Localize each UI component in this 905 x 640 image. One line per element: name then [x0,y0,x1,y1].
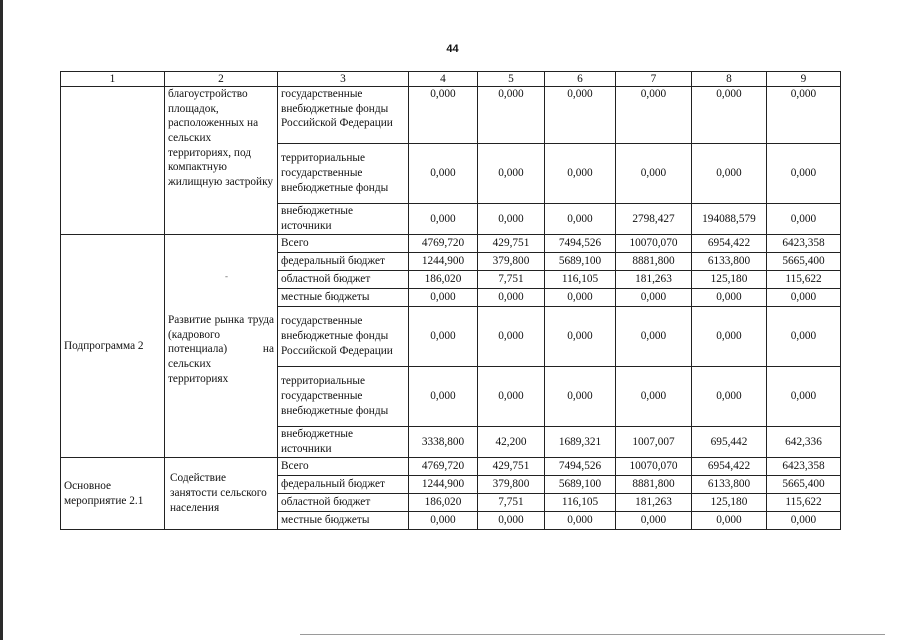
value-cell: 0,000 [545,87,616,144]
value-cell: 186,020 [409,271,478,289]
value-cell: 0,000 [767,87,841,144]
value-cell: 7,751 [478,271,545,289]
value-cell: 0,000 [478,204,545,235]
value-cell: 6954,422 [692,235,767,253]
value-cell: 0,000 [409,144,478,204]
funding-source: Всего [278,235,409,253]
value-cell: 0,000 [767,144,841,204]
value-cell: 379,800 [478,476,545,494]
value-cell: 0,000 [409,87,478,144]
value-cell: 10070,070 [616,235,692,253]
budget-table [60,71,841,530]
funding-source: федеральный бюджет [278,476,409,494]
value-cell: 0,000 [409,289,478,307]
value-cell: 0,000 [545,204,616,235]
value-cell: 0,000 [545,289,616,307]
value-cell: 0,000 [767,204,841,235]
funding-source: внебюджетные источники [278,204,409,235]
value-cell: 0,000 [478,87,545,144]
value-cell: 5665,400 [767,253,841,271]
activity-description [165,458,278,530]
value-cell: 0,000 [409,307,478,367]
value-cell: 0,000 [409,512,478,530]
value-cell: 1244,900 [409,253,478,271]
value-cell: 6133,800 [692,253,767,271]
value-cell: 7494,526 [545,458,616,476]
value-cell: 6133,800 [692,476,767,494]
value-cell: 6954,422 [692,458,767,476]
value-cell: 0,000 [616,289,692,307]
header-row [61,72,841,87]
header-cell: 7 [616,72,692,87]
value-cell: 7,751 [478,494,545,512]
empty-cell [61,87,165,235]
funding-source: территориальные государственные внебюджетные фонды [278,367,409,427]
page-number: 44 [446,43,459,55]
value-cell: 115,622 [767,271,841,289]
activity-description [165,235,278,458]
value-cell: 5665,400 [767,476,841,494]
funding-source: внебюджетные источники [278,427,409,458]
value-cell: 42,200 [478,427,545,458]
value-cell: 4769,720 [409,458,478,476]
value-cell: 10070,070 [616,458,692,476]
value-cell: 0,000 [692,367,767,427]
value-cell: 0,000 [692,512,767,530]
header-cell: 4 [409,72,478,87]
funding-source: областной бюджет [278,271,409,289]
value-cell: 0,000 [478,512,545,530]
value-cell: 0,000 [409,367,478,427]
value-cell: 8881,800 [616,476,692,494]
value-cell: 0,000 [692,289,767,307]
value-cell: 5689,100 [545,476,616,494]
header-cell: 2 [165,72,278,87]
value-cell: 0,000 [692,144,767,204]
funding-source: государственные внебюджетные фонды Российской Федерации [278,307,409,367]
subprogram-label: Подпрограмма 2 [61,235,165,458]
value-cell: 0,000 [616,144,692,204]
header-cell: 3 [278,72,409,87]
value-cell: 0,000 [616,367,692,427]
scan-edge [0,0,3,640]
value-cell: 1244,900 [409,476,478,494]
value-cell: 0,000 [616,87,692,144]
dash-mark: - [225,271,228,281]
value-cell: 0,000 [478,307,545,367]
value-cell: 181,263 [616,494,692,512]
value-cell: 0,000 [616,512,692,530]
value-cell: 695,442 [692,427,767,458]
value-cell: 6423,358 [767,458,841,476]
value-cell: 186,020 [409,494,478,512]
funding-source: местные бюджеты [278,289,409,307]
header-cell: 5 [478,72,545,87]
value-cell: 181,263 [616,271,692,289]
funding-source: местные бюджеты [278,512,409,530]
value-cell: 4769,720 [409,235,478,253]
value-cell: 1007,007 [616,427,692,458]
value-cell: 6423,358 [767,235,841,253]
value-cell: 0,000 [478,367,545,427]
value-cell: 0,000 [545,307,616,367]
header-cell: 8 [692,72,767,87]
value-cell: 0,000 [545,512,616,530]
value-cell: 3338,800 [409,427,478,458]
value-cell: 429,751 [478,235,545,253]
funding-source: федеральный бюджет [278,253,409,271]
value-cell: 7494,526 [545,235,616,253]
value-cell: 0,000 [767,289,841,307]
value-cell: 0,000 [767,307,841,367]
value-cell: 194088,579 [692,204,767,235]
value-cell: 0,000 [616,307,692,367]
value-cell: 0,000 [767,367,841,427]
funding-source: государственные внебюджетные фонды Российской Федерации [278,87,409,144]
funding-source: территориальные государственные внебюджетные фонды [278,144,409,204]
value-cell: 0,000 [478,289,545,307]
value-cell: 0,000 [545,367,616,427]
value-cell: 429,751 [478,458,545,476]
value-cell: 379,800 [478,253,545,271]
table-row [61,235,841,253]
value-cell: 1689,321 [545,427,616,458]
value-cell: 116,105 [545,494,616,512]
value-cell: 642,336 [767,427,841,458]
value-cell: 0,000 [692,307,767,367]
value-cell: 0,000 [767,512,841,530]
value-cell: 115,622 [767,494,841,512]
table-row [61,458,841,476]
value-cell: 116,105 [545,271,616,289]
description-text: Содействие занятости сельского населения [170,472,267,514]
value-cell: 5689,100 [545,253,616,271]
description-text: благоустройство площадок, расположенных на сельских территориях, под компактную жилищную застройку [168,88,274,189]
value-cell: 0,000 [409,204,478,235]
value-cell: 0,000 [478,144,545,204]
activity-description [165,87,278,235]
header-cell: 6 [545,72,616,87]
activity-label: Основное мероприятие 2.1 [61,458,165,530]
header-cell: 9 [767,72,841,87]
value-cell: 125,180 [692,494,767,512]
value-cell: 8881,800 [616,253,692,271]
table-row [61,87,841,144]
description-text: Развитие рынка труда (кадрового потенциала) на сельских территориях [168,314,274,385]
header-cell: 1 [61,72,165,87]
value-cell: 125,180 [692,271,767,289]
value-cell: 0,000 [692,87,767,144]
scan-bottom-line [300,634,885,635]
funding-source: Всего [278,458,409,476]
value-cell: 0,000 [545,144,616,204]
value-cell: 2798,427 [616,204,692,235]
funding-source: областной бюджет [278,494,409,512]
